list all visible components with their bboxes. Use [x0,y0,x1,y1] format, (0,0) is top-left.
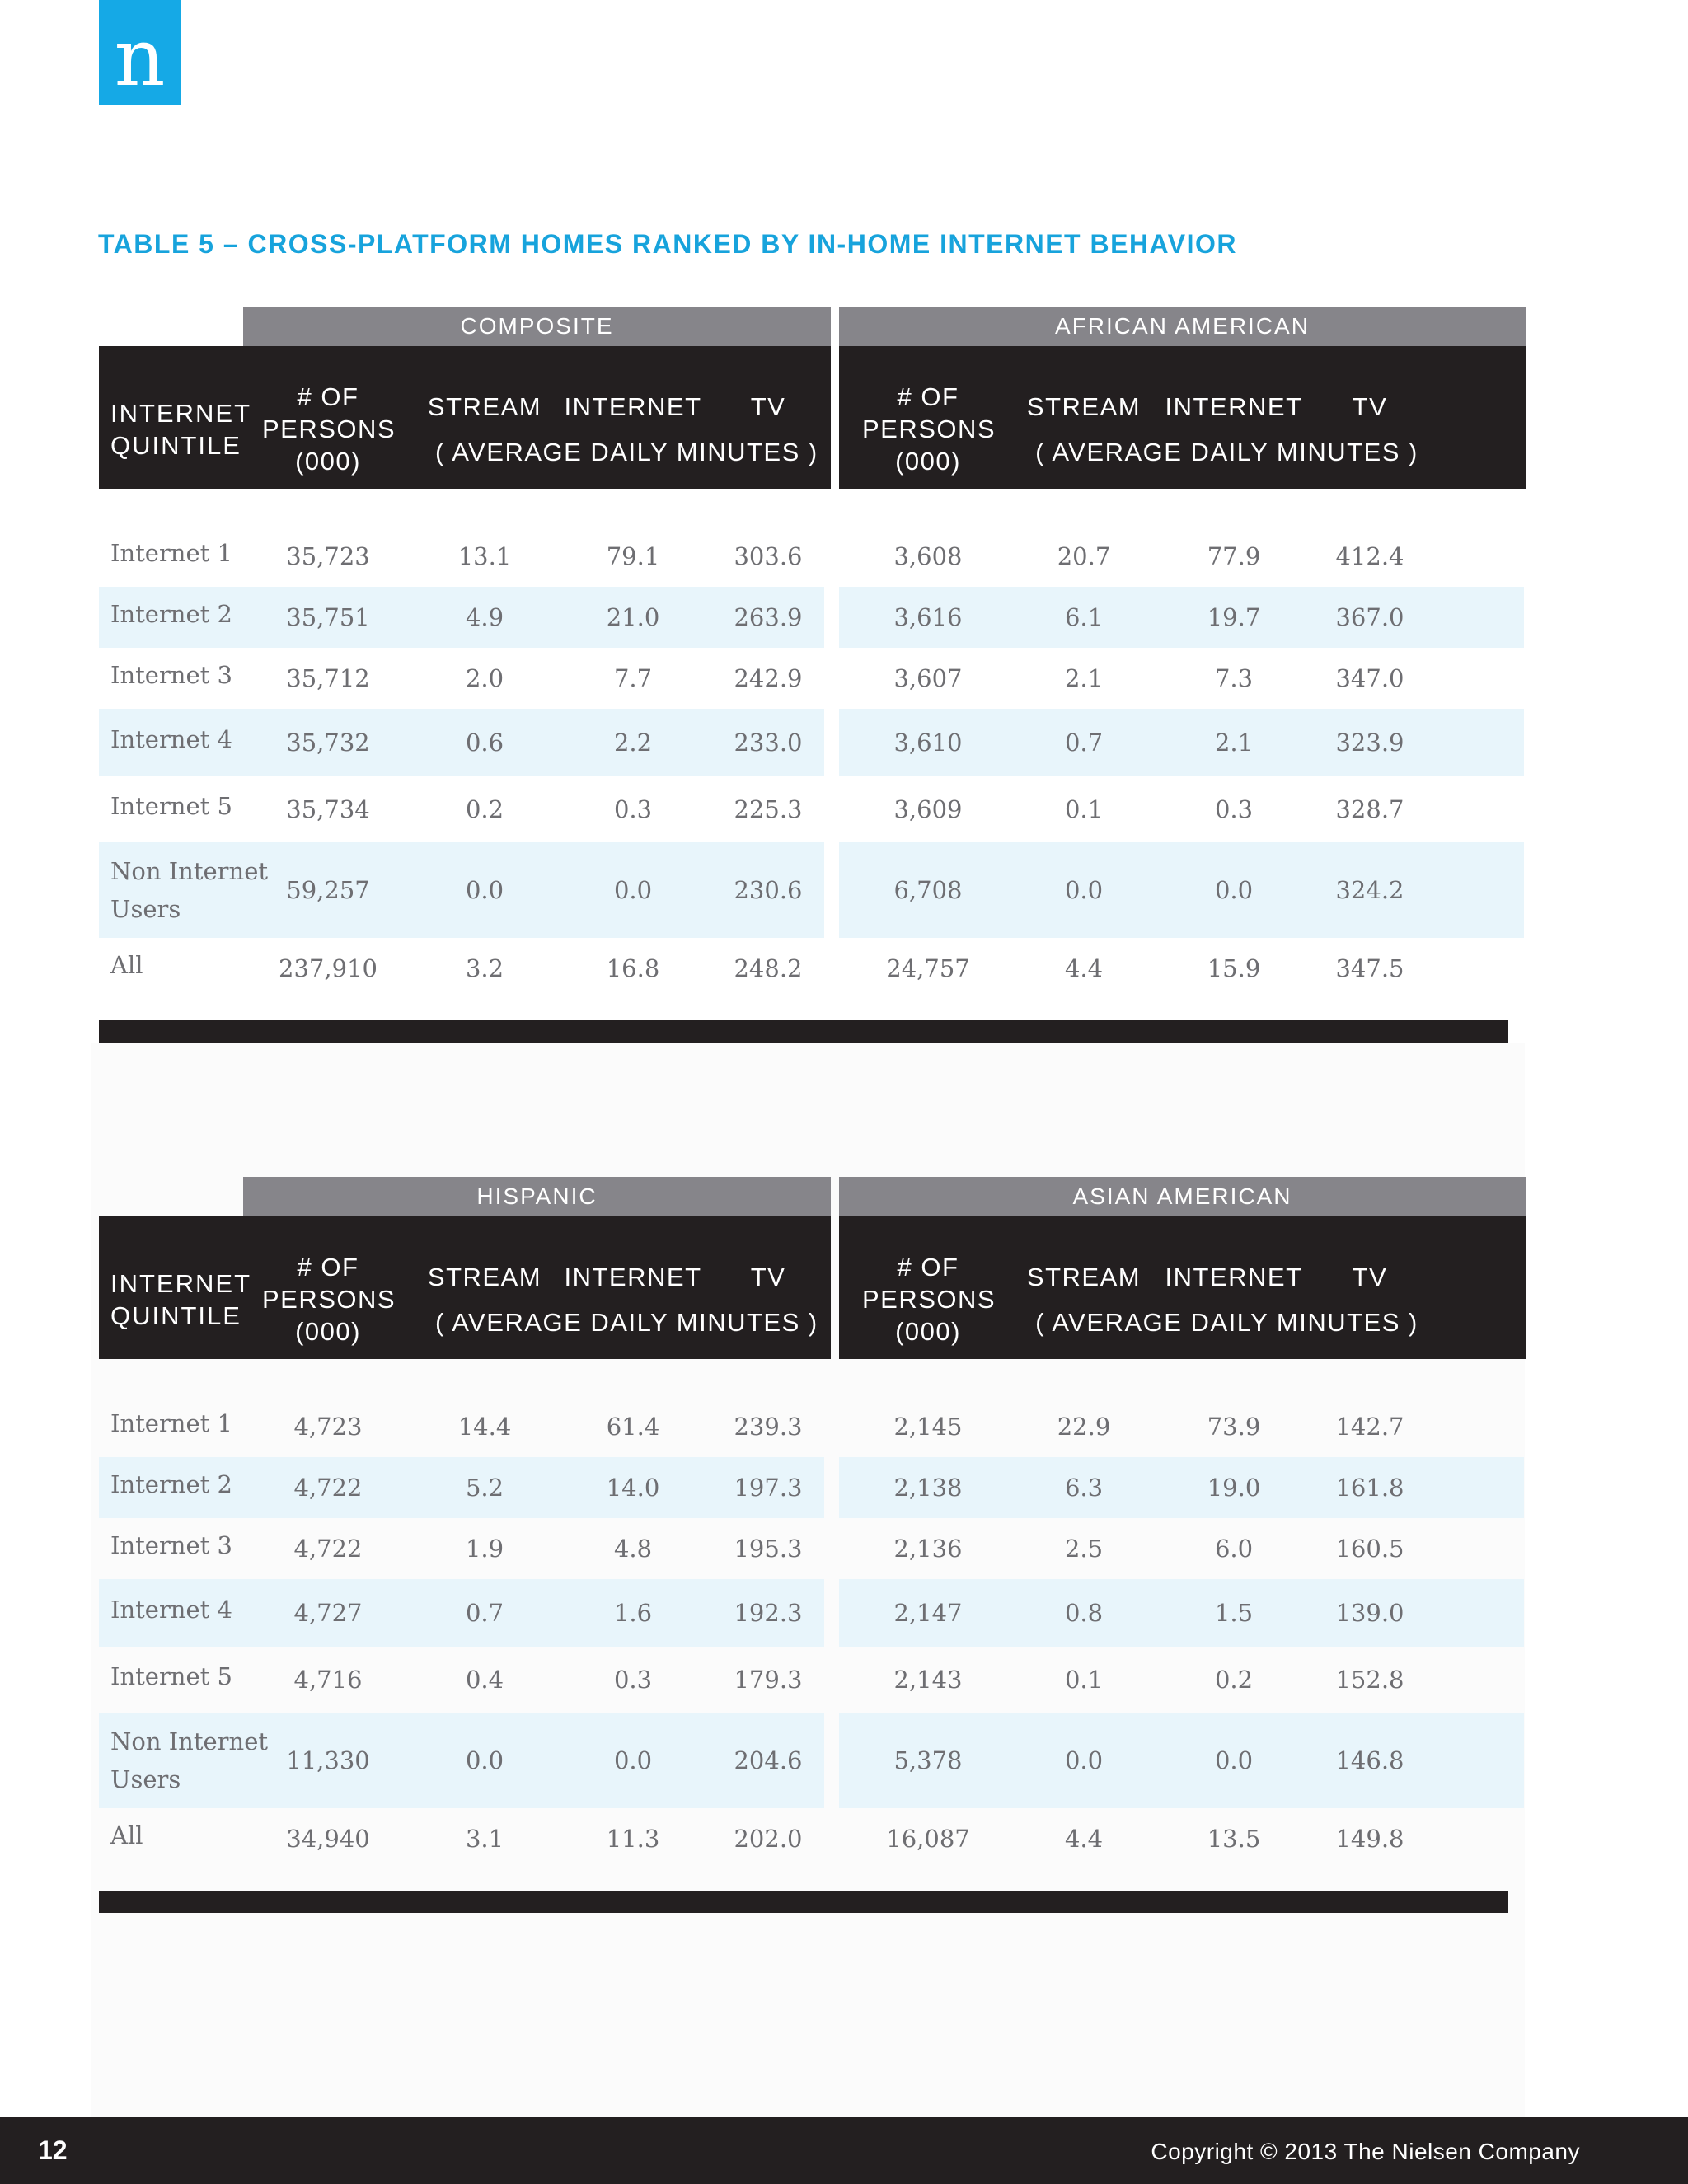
row-label-line1: Internet 5 [110,792,232,820]
right-stream-value: 2.5 [1064,1535,1104,1563]
left-stream-value: 4.9 [465,603,504,631]
persons-header-line2: PERSONS [862,1285,996,1314]
tv-header: TV [1352,392,1388,421]
left-internet-value: 21.0 [606,603,660,631]
left-stream-value: 0.6 [465,729,504,757]
left-internet-value: 1.6 [613,1599,653,1627]
right-persons-value: 2,143 [893,1666,963,1694]
left-internet-value: 0.0 [613,876,653,904]
right-internet-value: 15.9 [1207,954,1261,982]
left-stream-value: 0.4 [465,1666,504,1694]
table-row [99,1647,1525,1713]
left-stream-value: 2.0 [465,664,504,692]
row-label [110,946,143,984]
quintile-header-line1: INTERNET [110,399,251,428]
left-tv-value: 248.2 [734,954,803,982]
stream-header: STREAM [427,1263,542,1291]
left-tv-value: 204.6 [734,1746,803,1774]
row-label [110,656,232,694]
page-title: TABLE 5 – CROSS-PLATFORM HOMES RANKED BY IN-HOME INTERNET BEHAVIOR [98,229,1238,259]
left-tv-value: 263.9 [734,603,803,631]
right-tv-value: 160.5 [1335,1535,1404,1563]
right-tv-value: 146.8 [1335,1746,1404,1774]
table-row [99,648,1525,709]
right-persons-value: 2,138 [893,1474,963,1502]
nielsen-logo [99,0,181,105]
table-row [99,709,1525,776]
row-label-line1: Internet 1 [110,1409,232,1437]
persons-header-line2: PERSONS [862,415,996,443]
table-row [99,1579,1525,1647]
right-internet-value: 2.1 [1214,729,1254,757]
row-label [110,595,232,633]
right-stream-value: 0.0 [1064,876,1104,904]
left-persons-value: 35,712 [286,664,370,692]
right-persons-value: 3,608 [893,542,963,570]
row-label [110,1722,268,1798]
right-internet-value: 6.0 [1214,1535,1254,1563]
row-label [110,787,232,825]
right-persons-value: 3,609 [893,795,963,823]
right-tv-value: 139.0 [1335,1599,1404,1627]
left-internet-value: 16.8 [606,954,660,982]
right-tv-value: 367.0 [1335,603,1404,631]
page-footer [0,2117,1688,2184]
avg-minutes-header: ( AVERAGE DAILY MINUTES ) [435,1308,818,1337]
left-internet-value: 14.0 [606,1474,660,1502]
right-persons-value: 2,145 [893,1413,963,1441]
table-row [99,1457,1525,1518]
quintile-header [110,397,251,462]
left-tv-value: 192.3 [734,1599,803,1627]
table-bottom-rule [99,1891,1508,1913]
left-persons-value: 35,751 [286,603,370,631]
left-stream-value: 0.0 [465,876,504,904]
table-row [99,1808,1525,1869]
avg-minutes-header: ( AVERAGE DAILY MINUTES ) [435,438,818,466]
right-stream-value: 4.4 [1064,954,1104,982]
row-label-line1: Internet 2 [110,600,232,628]
persons-header [262,1251,394,1347]
quintile-header-line2: QUINTILE [110,431,241,460]
left-persons-value: 4,727 [293,1599,363,1627]
right-stream-value: 0.1 [1064,1666,1104,1694]
left-stream-value: 13.1 [457,542,512,570]
avg-minutes-header: ( AVERAGE DAILY MINUTES ) [1035,438,1418,466]
right-tv-value: 142.7 [1335,1413,1404,1441]
internet-header: INTERNET [1165,1263,1303,1291]
row-label-line1: Internet 1 [110,539,232,567]
table-row [99,1518,1525,1579]
column-header-right [839,346,1526,489]
group-header-right: ASIAN AMERICAN [839,1177,1526,1216]
right-stream-value: 22.9 [1057,1413,1111,1441]
persons-header-line1: # OF [897,1253,959,1282]
internet-header: INTERNET [1165,392,1303,421]
copyright-notice: Copyright © 2013 The Nielsen Company [1151,2139,1580,2164]
row-label-line1: Internet 2 [110,1470,232,1498]
left-stream-value: 0.7 [465,1599,504,1627]
persons-header-line2: PERSONS [262,1285,396,1314]
row-label-line1: All [110,951,143,979]
left-persons-value: 34,940 [286,1825,370,1853]
right-stream-value: 0.7 [1064,729,1104,757]
column-header-right [839,1216,1526,1359]
right-tv-value: 152.8 [1335,1666,1404,1694]
right-persons-value: 6,708 [893,876,963,904]
quintile-header-line1: INTERNET [110,1269,251,1298]
row-label-line1: All [110,1821,143,1849]
right-tv-value: 347.5 [1335,954,1404,982]
quintile-header-line2: QUINTILE [110,1301,241,1330]
persons-header-line1: # OF [297,1253,359,1282]
left-tv-value: 230.6 [734,876,803,904]
left-tv-value: 202.0 [734,1825,803,1853]
left-persons-value: 59,257 [286,876,370,904]
right-internet-value: 73.9 [1207,1413,1261,1441]
stream-header: STREAM [427,392,542,421]
column-header-left [99,346,831,489]
row-label [110,1404,232,1442]
left-internet-value: 0.3 [613,795,653,823]
left-tv-value: 225.3 [734,795,803,823]
left-internet-value: 7.7 [613,664,653,692]
table-row [99,1713,1525,1808]
right-persons-value: 24,757 [886,954,970,982]
left-persons-value: 35,732 [286,729,370,757]
tv-header: TV [750,1263,786,1291]
right-persons-value: 3,610 [893,729,963,757]
right-internet-value: 19.0 [1207,1474,1261,1502]
avg-minutes-header: ( AVERAGE DAILY MINUTES ) [1035,1308,1418,1337]
right-stream-value: 4.4 [1064,1825,1104,1853]
left-internet-value: 11.3 [606,1825,660,1853]
left-internet-value: 79.1 [606,542,660,570]
left-stream-value: 3.2 [465,954,504,982]
persons-header [262,381,394,477]
left-persons-value: 35,723 [286,542,370,570]
row-label [110,1465,232,1503]
left-persons-value: 11,330 [286,1746,370,1774]
right-persons-value: 2,147 [893,1599,963,1627]
right-persons-value: 2,136 [893,1535,963,1563]
right-tv-value: 161.8 [1335,1474,1404,1502]
right-stream-value: 0.0 [1064,1746,1104,1774]
row-label-line2: Users [110,1765,181,1793]
left-persons-value: 237,910 [279,954,377,982]
left-persons-value: 4,722 [293,1474,363,1502]
left-persons-value: 4,723 [293,1413,363,1441]
page-number: 12 [38,2135,68,2165]
table-row [99,842,1525,938]
right-tv-value: 323.9 [1335,729,1404,757]
left-persons-value: 4,722 [293,1535,363,1563]
right-internet-value: 1.5 [1214,1599,1254,1627]
right-stream-value: 2.1 [1064,664,1104,692]
table-row [99,1398,1525,1455]
quintile-header [110,1268,251,1332]
left-persons-value: 4,716 [293,1666,363,1694]
row-label-line1: Internet 5 [110,1662,232,1690]
left-persons-value: 35,734 [286,795,370,823]
left-stream-value: 5.2 [465,1474,504,1502]
persons-header [862,1251,994,1347]
group-header-left: HISPANIC [243,1177,831,1216]
tv-header: TV [1352,1263,1388,1291]
table-row [99,587,1525,648]
row-label-line1: Internet 3 [110,1531,232,1559]
row-label [110,1657,232,1695]
column-header-left [99,1216,831,1359]
right-persons-value: 16,087 [886,1825,970,1853]
logo-letter: n [114,12,166,104]
row-label [110,852,268,928]
right-stream-value: 6.3 [1064,1474,1104,1502]
data-table [99,307,1525,1048]
row-label [110,1526,232,1564]
persons-header [862,381,994,477]
right-stream-value: 0.1 [1064,795,1104,823]
right-internet-value: 19.7 [1207,603,1261,631]
persons-header-line1: # OF [297,382,359,411]
persons-header-line1: # OF [897,382,959,411]
right-internet-value: 7.3 [1214,664,1254,692]
row-label-line2: Users [110,895,181,923]
left-stream-value: 1.9 [465,1535,504,1563]
internet-header: INTERNET [564,392,702,421]
right-tv-value: 347.0 [1335,664,1404,692]
stream-header: STREAM [1026,1263,1142,1291]
left-tv-value: 197.3 [734,1474,803,1502]
left-stream-value: 3.1 [465,1825,504,1853]
table-row [99,776,1525,842]
data-table [99,1177,1525,1919]
persons-header-line3: (000) [895,447,961,476]
right-stream-value: 20.7 [1057,542,1111,570]
right-stream-value: 0.8 [1064,1599,1104,1627]
right-tv-value: 149.8 [1335,1825,1404,1853]
tv-header: TV [750,392,786,421]
left-internet-value: 0.0 [613,1746,653,1774]
internet-header: INTERNET [564,1263,702,1291]
left-stream-value: 0.2 [465,795,504,823]
right-persons-value: 3,616 [893,603,963,631]
right-persons-value: 3,607 [893,664,963,692]
right-internet-value: 13.5 [1207,1825,1261,1853]
row-label [110,534,232,572]
group-header-right: AFRICAN AMERICAN [839,307,1526,346]
left-internet-value: 2.2 [613,729,653,757]
table-bottom-rule [99,1020,1508,1043]
right-stream-value: 6.1 [1064,603,1104,631]
right-internet-value: 0.0 [1214,876,1254,904]
right-persons-value: 5,378 [893,1746,963,1774]
left-tv-value: 239.3 [734,1413,803,1441]
persons-header-line3: (000) [295,1317,361,1346]
right-tv-value: 412.4 [1335,542,1404,570]
table-row [99,938,1525,999]
persons-header-line3: (000) [295,447,361,476]
row-label [110,1591,232,1629]
left-internet-value: 4.8 [613,1535,653,1563]
right-tv-value: 324.2 [1335,876,1404,904]
row-label-line1: Non Internet [110,1727,269,1755]
row-label [110,1816,143,1854]
right-internet-value: 0.0 [1214,1746,1254,1774]
row-label-line1: Internet 3 [110,661,232,689]
row-label-line1: Internet 4 [110,725,232,753]
left-tv-value: 233.0 [734,729,803,757]
right-internet-value: 0.3 [1214,795,1254,823]
stream-header: STREAM [1026,392,1142,421]
table-row [99,527,1525,585]
left-stream-value: 0.0 [465,1746,504,1774]
persons-header-line3: (000) [895,1317,961,1346]
left-tv-value: 242.9 [734,664,803,692]
right-internet-value: 77.9 [1207,542,1261,570]
row-label-line1: Non Internet [110,857,269,885]
left-tv-value: 303.6 [734,542,803,570]
right-internet-value: 0.2 [1214,1666,1254,1694]
left-tv-value: 195.3 [734,1535,803,1563]
left-stream-value: 14.4 [457,1413,512,1441]
row-label-line1: Internet 4 [110,1596,232,1624]
left-internet-value: 61.4 [606,1413,660,1441]
left-internet-value: 0.3 [613,1666,653,1694]
left-tv-value: 179.3 [734,1666,803,1694]
right-tv-value: 328.7 [1335,795,1404,823]
persons-header-line2: PERSONS [262,415,396,443]
row-label [110,720,232,758]
group-header-left: COMPOSITE [243,307,831,346]
